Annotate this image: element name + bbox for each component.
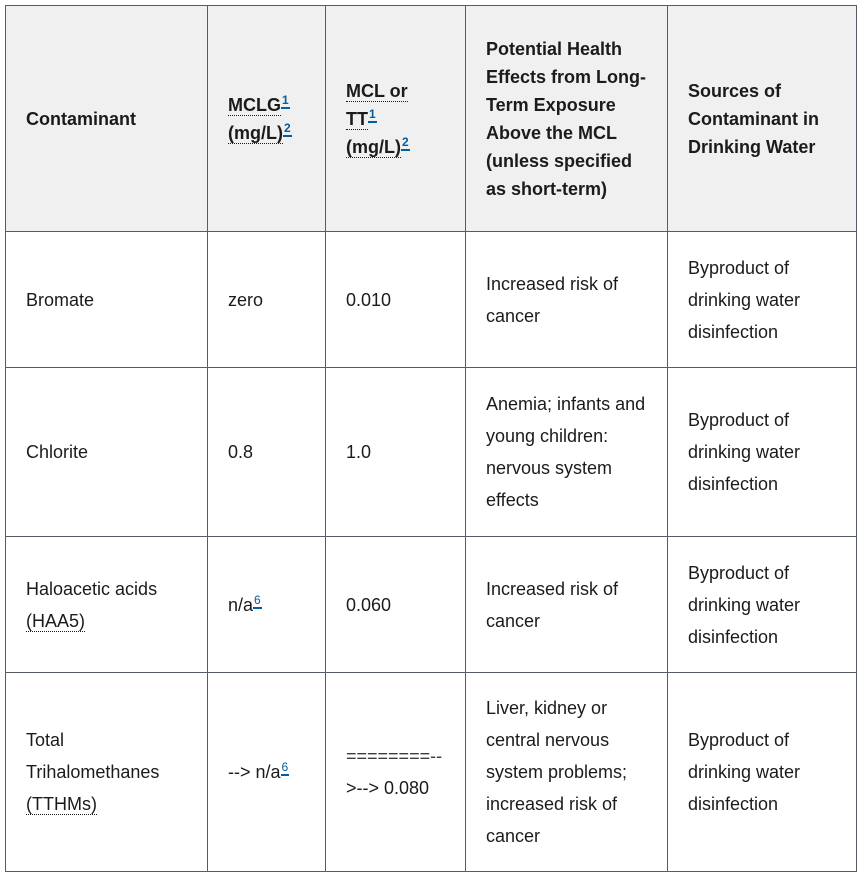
header-sources <box>668 6 857 232</box>
cell-contaminant <box>6 673 208 872</box>
cell-mcl: 0.010 <box>326 232 466 368</box>
mclg-value: --> n/a <box>228 762 281 782</box>
cell-sources: Byproduct of drinking water disinfection <box>668 368 857 537</box>
contaminant-name: Haloacetic acids <box>26 578 158 599</box>
header-mcl <box>326 6 466 232</box>
cell-health-effects: Increased risk of cancer <box>466 232 668 368</box>
header-sources-label: Sources of Contaminant in Drinking Water <box>688 80 819 157</box>
mcl-footnote-1-link[interactable]: 1 <box>369 106 376 121</box>
cell-mclg: 0.8 <box>208 368 326 537</box>
contaminant-abbr: (TTHMs) <box>26 794 97 814</box>
table-row <box>6 673 857 872</box>
table-row <box>6 537 857 673</box>
cell-health-effects: Anemia; infants and young children: nervous system effects <box>466 368 668 537</box>
cell-health-effects: Increased risk of cancer <box>466 537 668 673</box>
cell-contaminant <box>6 537 208 673</box>
cell-sources: Byproduct of drinking water disinfection <box>668 673 857 872</box>
cell-mcl: 0.060 <box>326 537 466 673</box>
cell-sources: Byproduct of drinking water disinfection <box>668 232 857 368</box>
header-mclg <box>208 6 326 232</box>
contaminant-name-line1: Total <box>26 730 65 750</box>
mcl-unit-abbr: (mg/L) <box>346 136 401 157</box>
contaminant-abbr: (HAA5) <box>26 610 86 631</box>
header-health-effects-label: Potential Health Effects from Long-Term Exposure Above the MCL (unless specified as short-term) <box>486 38 646 199</box>
mcl-value-line1: ========-- <box>346 746 443 766</box>
mclg-footnote-1-link[interactable]: 1 <box>282 92 289 107</box>
cell-contaminant: Chlorite <box>6 368 208 537</box>
cell-mclg <box>208 673 326 872</box>
mclg-footnote-2-link[interactable]: 2 <box>283 120 291 135</box>
cell-contaminant: Bromate <box>6 232 208 368</box>
header-contaminant <box>6 6 208 232</box>
mclg-unit-abbr: (mg/L) <box>228 122 283 143</box>
header-health-effects <box>466 6 668 232</box>
cell-health-effects: Liver, kidney or central nervous system problems; increased risk of cancer <box>466 673 668 872</box>
cell-mclg <box>208 537 326 673</box>
cell-sources: Byproduct of drinking water disinfection <box>668 537 857 673</box>
cell-mcl <box>326 673 466 872</box>
header-contaminant-label: Contaminant <box>26 108 136 129</box>
mcl-abbr: MCL or <box>346 80 408 101</box>
mclg-footnote-6-link[interactable]: 6 <box>281 760 289 774</box>
cell-mclg: zero <box>208 232 326 368</box>
mclg-abbr: MCLG <box>228 94 281 115</box>
mclg-footnote-6-link[interactable]: 6 <box>254 592 261 607</box>
header-row <box>6 6 857 232</box>
cell-mcl: 1.0 <box>326 368 466 537</box>
table-row <box>6 232 857 368</box>
mclg-value: n/a <box>228 594 254 615</box>
mcl-value-line2: >--> 0.080 <box>346 778 430 798</box>
contaminant-name-line2: Trihalomethanes <box>26 762 160 782</box>
table-row <box>6 368 857 537</box>
tt-abbr: TT <box>346 108 368 129</box>
mcl-footnote-2-link[interactable]: 2 <box>401 134 409 149</box>
contaminants-table <box>5 5 857 872</box>
